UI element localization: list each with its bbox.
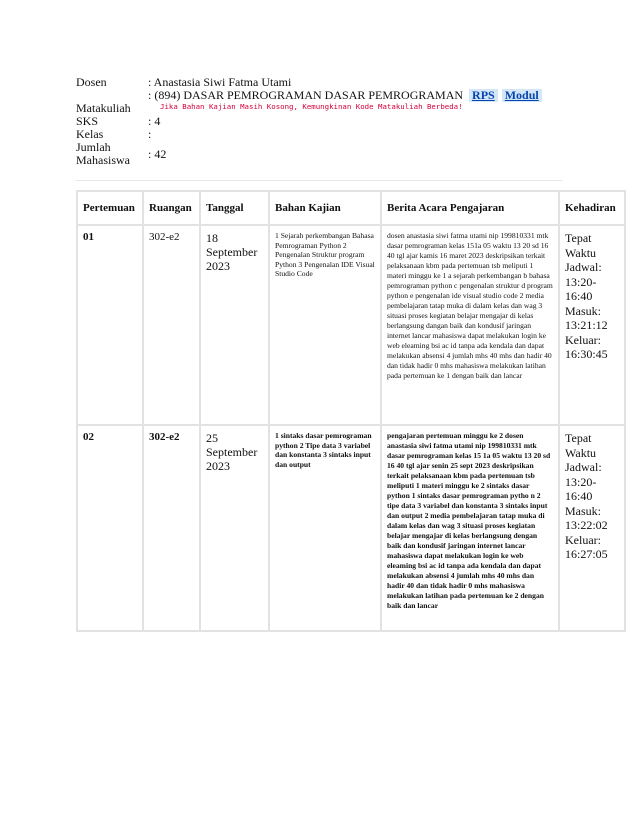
header-pertemuan: Pertemuan xyxy=(77,191,143,225)
jumlah-label: Jumlah Mahasiswa xyxy=(76,140,130,167)
matakuliah-row xyxy=(76,89,566,115)
berita-acara-cell: pengajaran pertemuan minggu ke 2 dosen anastasia siwi fatma utami nip 199810331 mtk dasar pemrograman kelas 15 1a 05 waktu 13 20 sd 16 40 tgl ajar senin 25 sept 2023 deskripsikan terkait pelaksanaan kbm pada pertemuan tsb meliputi 1 materi minggu ke 2 sintaks dasar python 1 sintaks dasar pemrograman pytho n 2 tipe data 3 variabel dan konstanta 3 sintaks input dan output 2 media pembelajaran tatap muka di dalam kelas dan wag 3 situasi proses kegiatan belajar mengajar di kelas berlangsung dengan baik dan kondusif jaringan internet lancar mahasiswa dapat melakukan login ke web eleaming bsi ac id tanpa ada kendala dan dapat melakukan absensi 4 jumlah mhs 40 mhs dan hadir 40 dan tidak hadir 0 mhs mahasiswa melakukan latihan pada pertemuan ke 2 dengan baik dan lancar xyxy=(381,425,559,631)
kelas-row xyxy=(76,128,566,141)
course-info xyxy=(76,76,566,167)
schedule-table xyxy=(76,190,626,632)
kehadiran-cell: Tepat Waktu Jadwal: 13:20- 16:40 Masuk: 13:21:12 Keluar: 16:30:45 xyxy=(559,225,625,425)
table-row xyxy=(77,425,625,631)
header-ruangan: Ruangan xyxy=(143,191,200,225)
pertemuan-cell: 02 xyxy=(77,425,143,631)
jumlah-value: : 42 xyxy=(148,147,167,161)
ruangan-cell: 302-e2 xyxy=(143,225,200,425)
sks-value: : 4 xyxy=(148,114,161,128)
header-bahan-kajian: Bahan Kajian xyxy=(269,191,381,225)
tanggal-cell: 18 September 2023 xyxy=(200,225,269,425)
rps-link[interactable]: RPS xyxy=(469,89,498,102)
berita-acara-cell: dosen anastasia siwi fatma utami nip 199810331 mtk dasar pemrograman kelas 151a 05 waktu 13 20 sd 16 40 tgl ajar kamis 16 maret 2023 deskripsikan terkait pelaksanaan kbm pada pertemuan tsb meliputi 1 materi minggu ke 1 a sejarah perkembangan b bahasa pemrograman python c pengenalan struktur d program python e pengenalan ide visual studio code 2 media pembelajaran tatap muka di dalam kelas dan wag 3 situasi proses kegiatan belajar mengajar di kelas berlangsung dangan baik dan kondusif jaringan internet lancar mahasiswa dapat melakukan login ke web eleaming bsi ac id tanpa ada kendala dan dapat melakukan absensi 4 jumlah mhs 40 mhs dan hadir 40 dan tidak hadir 0 mhs mahasiswa melakukan latihan pada pertemuan ke 1 dengan baik dan lancar xyxy=(381,225,559,425)
kelas-value: : xyxy=(148,127,152,141)
bahan-kajian-cell: 1 Sejarah perkembangan Bahasa Pemrograman Python 2 Pengenalan Struktur program Python 3 Pengenalan IDE Visual Studio Code xyxy=(269,225,381,425)
pertemuan-cell: 01 xyxy=(77,225,143,425)
header-kehadiran: Kehadiran xyxy=(559,191,625,225)
header-berita-acara: Berita Acara Pengajaran xyxy=(381,191,559,225)
jumlah-row xyxy=(76,141,566,167)
info-divider xyxy=(76,180,562,181)
bahan-kajian-warning: Jika Bahan Kajian Masih Kosong, Kemungkinan Kode Matakuliah Berbeda! xyxy=(160,102,463,111)
kelas-label: Kelas xyxy=(76,127,104,141)
kehadiran-cell: Tepat Waktu Jadwal: 13:20- 16:40 Masuk: 13:22:02 Keluar: 16:27:05 xyxy=(559,425,625,631)
tanggal-cell: 25 September 2023 xyxy=(200,425,269,631)
table-header-row xyxy=(77,191,625,225)
ruangan-cell: 302-e2 xyxy=(143,425,200,631)
sks-label: SKS xyxy=(76,114,99,128)
dosen-value: : Anastasia Siwi Fatma Utami xyxy=(148,75,292,89)
table-row xyxy=(77,225,625,425)
bahan-kajian-cell: 1 sintaks dasar pemrograman python 2 Tipe data 3 variabel dan konstanta 3 sintaks input dan output xyxy=(269,425,381,631)
dosen-label: Dosen xyxy=(76,75,107,89)
header-tanggal: Tanggal xyxy=(200,191,269,225)
matakuliah-label: Matakuliah xyxy=(76,101,131,115)
modul-link[interactable]: Modul xyxy=(502,89,542,102)
matakuliah-value: : (894) DASAR PEMROGRAMAN DASAR PEMROGRAMAN xyxy=(148,88,464,102)
